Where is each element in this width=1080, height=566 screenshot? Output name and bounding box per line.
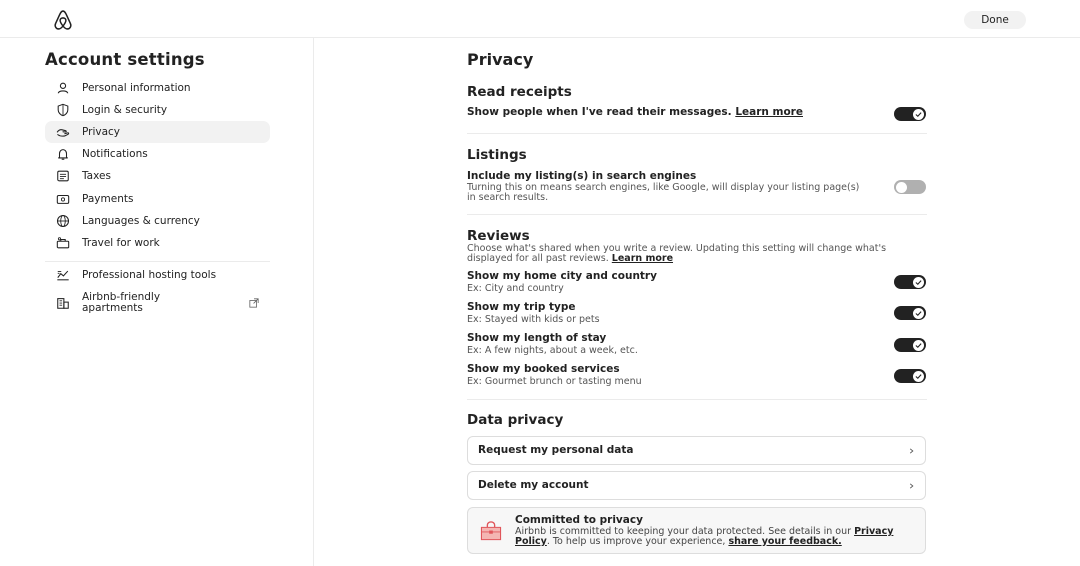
- sidebar-item-notifications[interactable]: [45, 143, 270, 165]
- sidebar-item-label: Privacy: [82, 125, 121, 138]
- card-body-text: Airbnb is committed to keeping your data protected. See details in our: [515, 526, 855, 537]
- learn-more-link[interactable]: Learn more: [611, 252, 674, 264]
- check-icon: [915, 373, 922, 380]
- person-icon: [56, 81, 70, 95]
- page-title: Privacy: [467, 50, 534, 69]
- card-body: [515, 527, 915, 546]
- hand-icon: [56, 125, 70, 139]
- read-receipts-heading: Read receipts: [467, 84, 572, 100]
- request-personal-data-button[interactable]: [467, 436, 926, 465]
- toggle-knob: [913, 109, 924, 120]
- top-bar: [0, 0, 1080, 38]
- privacy-policy-link[interactable]: Privacy Policy: [515, 526, 894, 547]
- sidebar-item-personal-information[interactable]: [45, 77, 270, 99]
- sidebar-item-languages-currency[interactable]: [45, 210, 270, 232]
- action-label: Delete my account: [478, 479, 589, 491]
- learn-more-link[interactable]: Learn more: [735, 106, 803, 118]
- chevron-right-icon: [908, 447, 915, 455]
- action-label: Request my personal data: [478, 444, 634, 456]
- review-row-title: Show my home city and country: [467, 270, 657, 282]
- done-button[interactable]: Done: [964, 11, 1026, 29]
- review-row-example: Ex: Stayed with kids or pets: [467, 314, 600, 325]
- home-city-toggle[interactable]: [894, 275, 926, 289]
- sidebar-item-professional-hosting-tools[interactable]: [45, 264, 270, 286]
- sidebar-item-privacy[interactable]: [45, 121, 270, 143]
- settings-sidebar: [0, 38, 314, 566]
- review-row-title: Show my length of stay: [467, 332, 607, 344]
- sidebar-item-label: Personal information: [82, 81, 191, 94]
- sidebar-item-label: Notifications: [82, 147, 148, 160]
- data-privacy-heading: Data privacy: [467, 412, 564, 428]
- sidebar-item-airbnb-friendly-apartments[interactable]: [45, 291, 270, 315]
- delete-account-button[interactable]: [467, 471, 926, 500]
- read-receipts-row: [467, 106, 803, 118]
- review-row-title: Show my booked services: [467, 363, 620, 375]
- toggle-knob: [913, 308, 924, 319]
- sidebar-item-label: Professional hosting tools: [82, 268, 217, 281]
- section-divider: [467, 133, 927, 134]
- trip-type-toggle[interactable]: [894, 306, 926, 320]
- card-body-text: . To help us improve your experience,: [546, 535, 729, 547]
- toggle-knob: [913, 371, 924, 382]
- review-row-title: Show my trip type: [467, 301, 576, 313]
- listings-row-description: Turning this on means search engines, like Google, will display your listing page(s) in search results.: [467, 182, 860, 203]
- briefcase-icon: [56, 236, 70, 250]
- read-receipts-toggle[interactable]: [894, 107, 926, 121]
- listings-row-title: Include my listing(s) in search engines: [467, 170, 697, 182]
- search-engines-toggle[interactable]: [894, 180, 926, 194]
- chart-icon: [56, 268, 70, 282]
- check-icon: [915, 111, 922, 118]
- chevron-right-icon: [908, 482, 915, 490]
- check-icon: [915, 342, 922, 349]
- toggle-knob: [896, 182, 907, 193]
- read-receipts-text: Show people when I've read their messages.: [467, 106, 732, 118]
- lock-box-icon: [480, 521, 502, 541]
- section-divider: [467, 399, 927, 400]
- bell-icon: [56, 147, 70, 161]
- review-row-example: Ex: Gourmet brunch or tasting menu: [467, 376, 642, 387]
- toggle-knob: [913, 340, 924, 351]
- sidebar-item-label: Taxes: [82, 169, 111, 182]
- sidebar-item-label: Login & security: [82, 103, 168, 116]
- shield-icon: [56, 103, 70, 117]
- review-row-example: Ex: City and country: [467, 283, 564, 294]
- sidebar-title: Account settings: [45, 50, 205, 69]
- card-title: Committed to privacy: [515, 514, 643, 526]
- toggle-knob: [913, 277, 924, 288]
- section-divider: [467, 214, 927, 215]
- sidebar-item-payments[interactable]: [45, 188, 270, 210]
- airbnb-logo-icon[interactable]: [52, 9, 74, 31]
- wallet-icon: [56, 192, 70, 206]
- sidebar-item-label: Languages & currency: [82, 214, 200, 227]
- sidebar-item-travel-for-work[interactable]: [45, 232, 270, 254]
- privacy-commitment-card: [467, 507, 926, 554]
- sidebar-item-taxes[interactable]: [45, 165, 270, 187]
- reviews-description-text: Choose what's shared when you write a review. Updating this setting will change what's displayed for all past reviews.: [467, 243, 887, 264]
- length-of-stay-toggle[interactable]: [894, 338, 926, 352]
- sidebar-divider: [45, 261, 270, 262]
- globe-icon: [56, 214, 70, 228]
- building-icon: [56, 296, 70, 310]
- sidebar-item-label: Airbnb-friendly apartments: [82, 291, 161, 314]
- sidebar-item-label: Payments: [82, 192, 134, 205]
- check-icon: [915, 310, 922, 317]
- document-icon: [56, 169, 70, 183]
- external-link-icon: [249, 298, 259, 308]
- check-icon: [915, 279, 922, 286]
- reviews-description: [467, 244, 907, 263]
- share-feedback-link[interactable]: share your feedback.: [728, 535, 842, 547]
- sidebar-item-login-security[interactable]: [45, 99, 270, 121]
- listings-heading: Listings: [467, 147, 527, 163]
- review-row-example: Ex: A few nights, about a week, etc.: [467, 345, 638, 356]
- booked-services-toggle[interactable]: [894, 369, 926, 383]
- reviews-heading: Reviews: [467, 228, 530, 244]
- sidebar-item-label: Travel for work: [82, 236, 160, 249]
